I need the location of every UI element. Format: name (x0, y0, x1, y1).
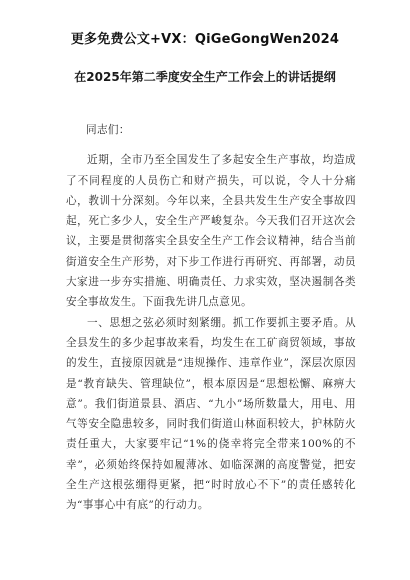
body-paragraph-1: 近期，全市乃至全国发生了多起安全生产事故，均造成了不同程度的人员伤亡和财产损失，可以说，令人十分痛心，教训十分深刻。今年以来，全县共发生生产安全事故四起，死亡多少人，安全生产严峻复杂。今天我们召开这次会议，主要是贯彻落实全县安全生产工作会议精神，结合当前街道安全生产形势，对下步工作进行再研究、再部署，动员大家进一步夯实措施、明确责任、力求实效，坚决遏制各类安全事故发生。下面我先讲几点意见。 (66, 154, 356, 309)
document-title: 在2025年第二季度安全生产工作会上的讲话提纲 (74, 70, 336, 84)
body-paragraph-2: 一、思想之弦必须时刻紧绷。抓工作要抓主要矛盾。从全县发生的多少起事故来看，均发生在工矿商贸领域，事故的发生，直接原因就是“违规操作、违章作业”，深层次原因是“教育缺失、管理缺位”，根本原因是“思想松懈、麻痹大意”。我们街道景县、酒店、“九小”场所数量大，用电、用气等安全隐患较多，同时我们街道山林面积较大，护林防火责任重大，大家要牢记“1%的侥幸将完全带来100%的不幸”，必须始终保持如履薄冰、如临深渊的高度警觉，把安全生产这根弦绷得更紧，把“时时放心不下”的责任感转化为“事事心中有底”的行动力。 (66, 316, 356, 512)
salutation: 同志们： (86, 124, 130, 136)
document-body (66, 120, 356, 516)
document-header: 更多免费公文+VX：QiGeGongWen2024 (70, 32, 340, 47)
